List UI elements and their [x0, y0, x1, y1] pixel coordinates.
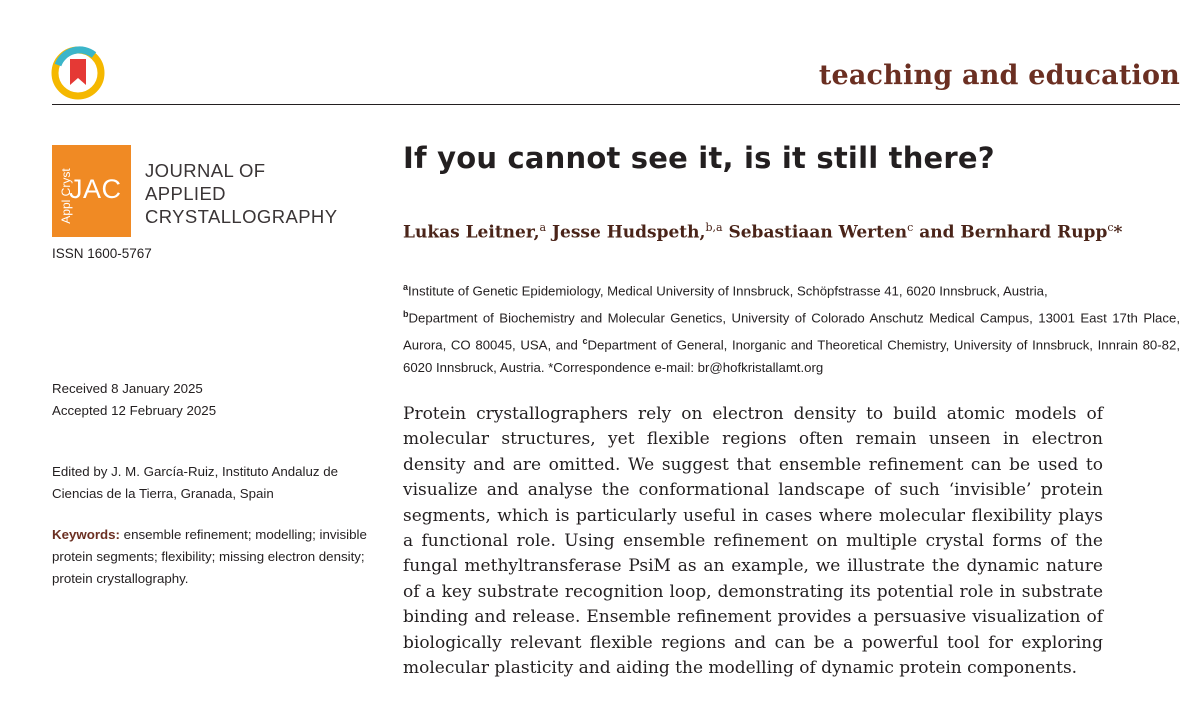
received-date: Received 8 January 2025 — [52, 381, 203, 396]
journal-logo-vertical-text: Appl Cryst — [59, 168, 73, 224]
author-name[interactable]: Lukas Leitner, — [403, 222, 540, 243]
author-affiliation-mark: a — [539, 221, 547, 234]
abstract: Protein crystallographers rely on electron density to build atomic models of molecular structures, yet flexible regions often remain unseen in electron density and are omitted. We suggest that ensemble refinement can be used to visualize and analyse the conformational landscape of such ‘invisible’ protein segments, which is particularly useful in cases where molecular flexibility plays a functional role. Using ensemble refinement on multiple crystal forms of the fungal methyltransferase PsiM as an example, we illustrate the dynamic nature of a key substrate recognition loop, demonstrating its potential role in substrate binding and release. Ensemble refinement provides a persuasive visualization of biologically relevant flexible regions and can be a powerful tool for exploring molecular plasticity and aiding the modelling of dynamic protein components. — [403, 404, 1103, 679]
journal-logo-abbr: JAC — [69, 174, 122, 204]
accepted-date: Accepted 12 February 2025 — [52, 403, 217, 418]
journal-name — [145, 159, 337, 228]
affiliation-mark: c — [582, 335, 588, 346]
author-name[interactable]: Sebastiaan Werten — [722, 222, 908, 243]
author-affiliation-mark: c — [1107, 221, 1114, 234]
affiliations — [403, 276, 1180, 379]
author-name[interactable]: Jesse Hudspeth, — [546, 222, 706, 243]
edited-by: Edited by J. M. García-Ruiz, Instituto Andaluz de Ciencias de la Tierra, Granada, Spain — [52, 464, 339, 501]
affiliation-mark: a — [403, 282, 409, 292]
keywords-list: ensemble refinement; modelling; invisible protein segments; flexibility; missing electron density; protein crystallography. — [52, 527, 367, 586]
keywords-label: Keywords: — [52, 527, 120, 542]
journal-name-line: APPLIED — [145, 183, 226, 204]
crossmark-check-icon[interactable] — [50, 45, 106, 101]
journal-name-line: JOURNAL OF — [145, 160, 266, 181]
author-affiliation-mark: c — [907, 221, 914, 234]
author-list — [403, 221, 1122, 243]
article-dates — [52, 378, 216, 422]
affiliation-c: Department of General, Inorganic and Theoretical Chemistry, University of Innsbruck, Innrain 80-82, 6020 Innsbruck, Austria. *Correspondence e-mail: br@hofkristallamt.org — [403, 337, 1180, 375]
affiliation-a: Institute of Genetic Epidemiology, Medical University of Innsbruck, Schöpfstrasse 41, 6020 Innsbruck, Austria, — [408, 283, 1048, 299]
author-name[interactable]: and Bernhard Rupp — [913, 222, 1108, 243]
affiliation-mark: b — [403, 308, 409, 319]
article-title: If you cannot see it, is it still there? — [403, 141, 995, 175]
header-rule — [52, 104, 1180, 105]
journal-logo — [52, 145, 131, 237]
section-label: teaching and education — [818, 60, 1180, 91]
journal-name-line: CRYSTALLOGRAPHY — [145, 206, 338, 227]
author-affiliation-mark: b,a — [705, 221, 723, 234]
crossmark-svg — [50, 45, 106, 101]
issn: ISSN 1600-5767 — [52, 246, 152, 261]
keywords — [52, 524, 372, 590]
corresponding-author-mark: * — [1113, 222, 1123, 243]
affiliation-b: Department of Biochemistry and Molecular Genetics, University of Colorado Anschutz Medical Campus, 13001 East 17th Place, Aurora, CO 80045, USA, and — [403, 310, 1180, 353]
